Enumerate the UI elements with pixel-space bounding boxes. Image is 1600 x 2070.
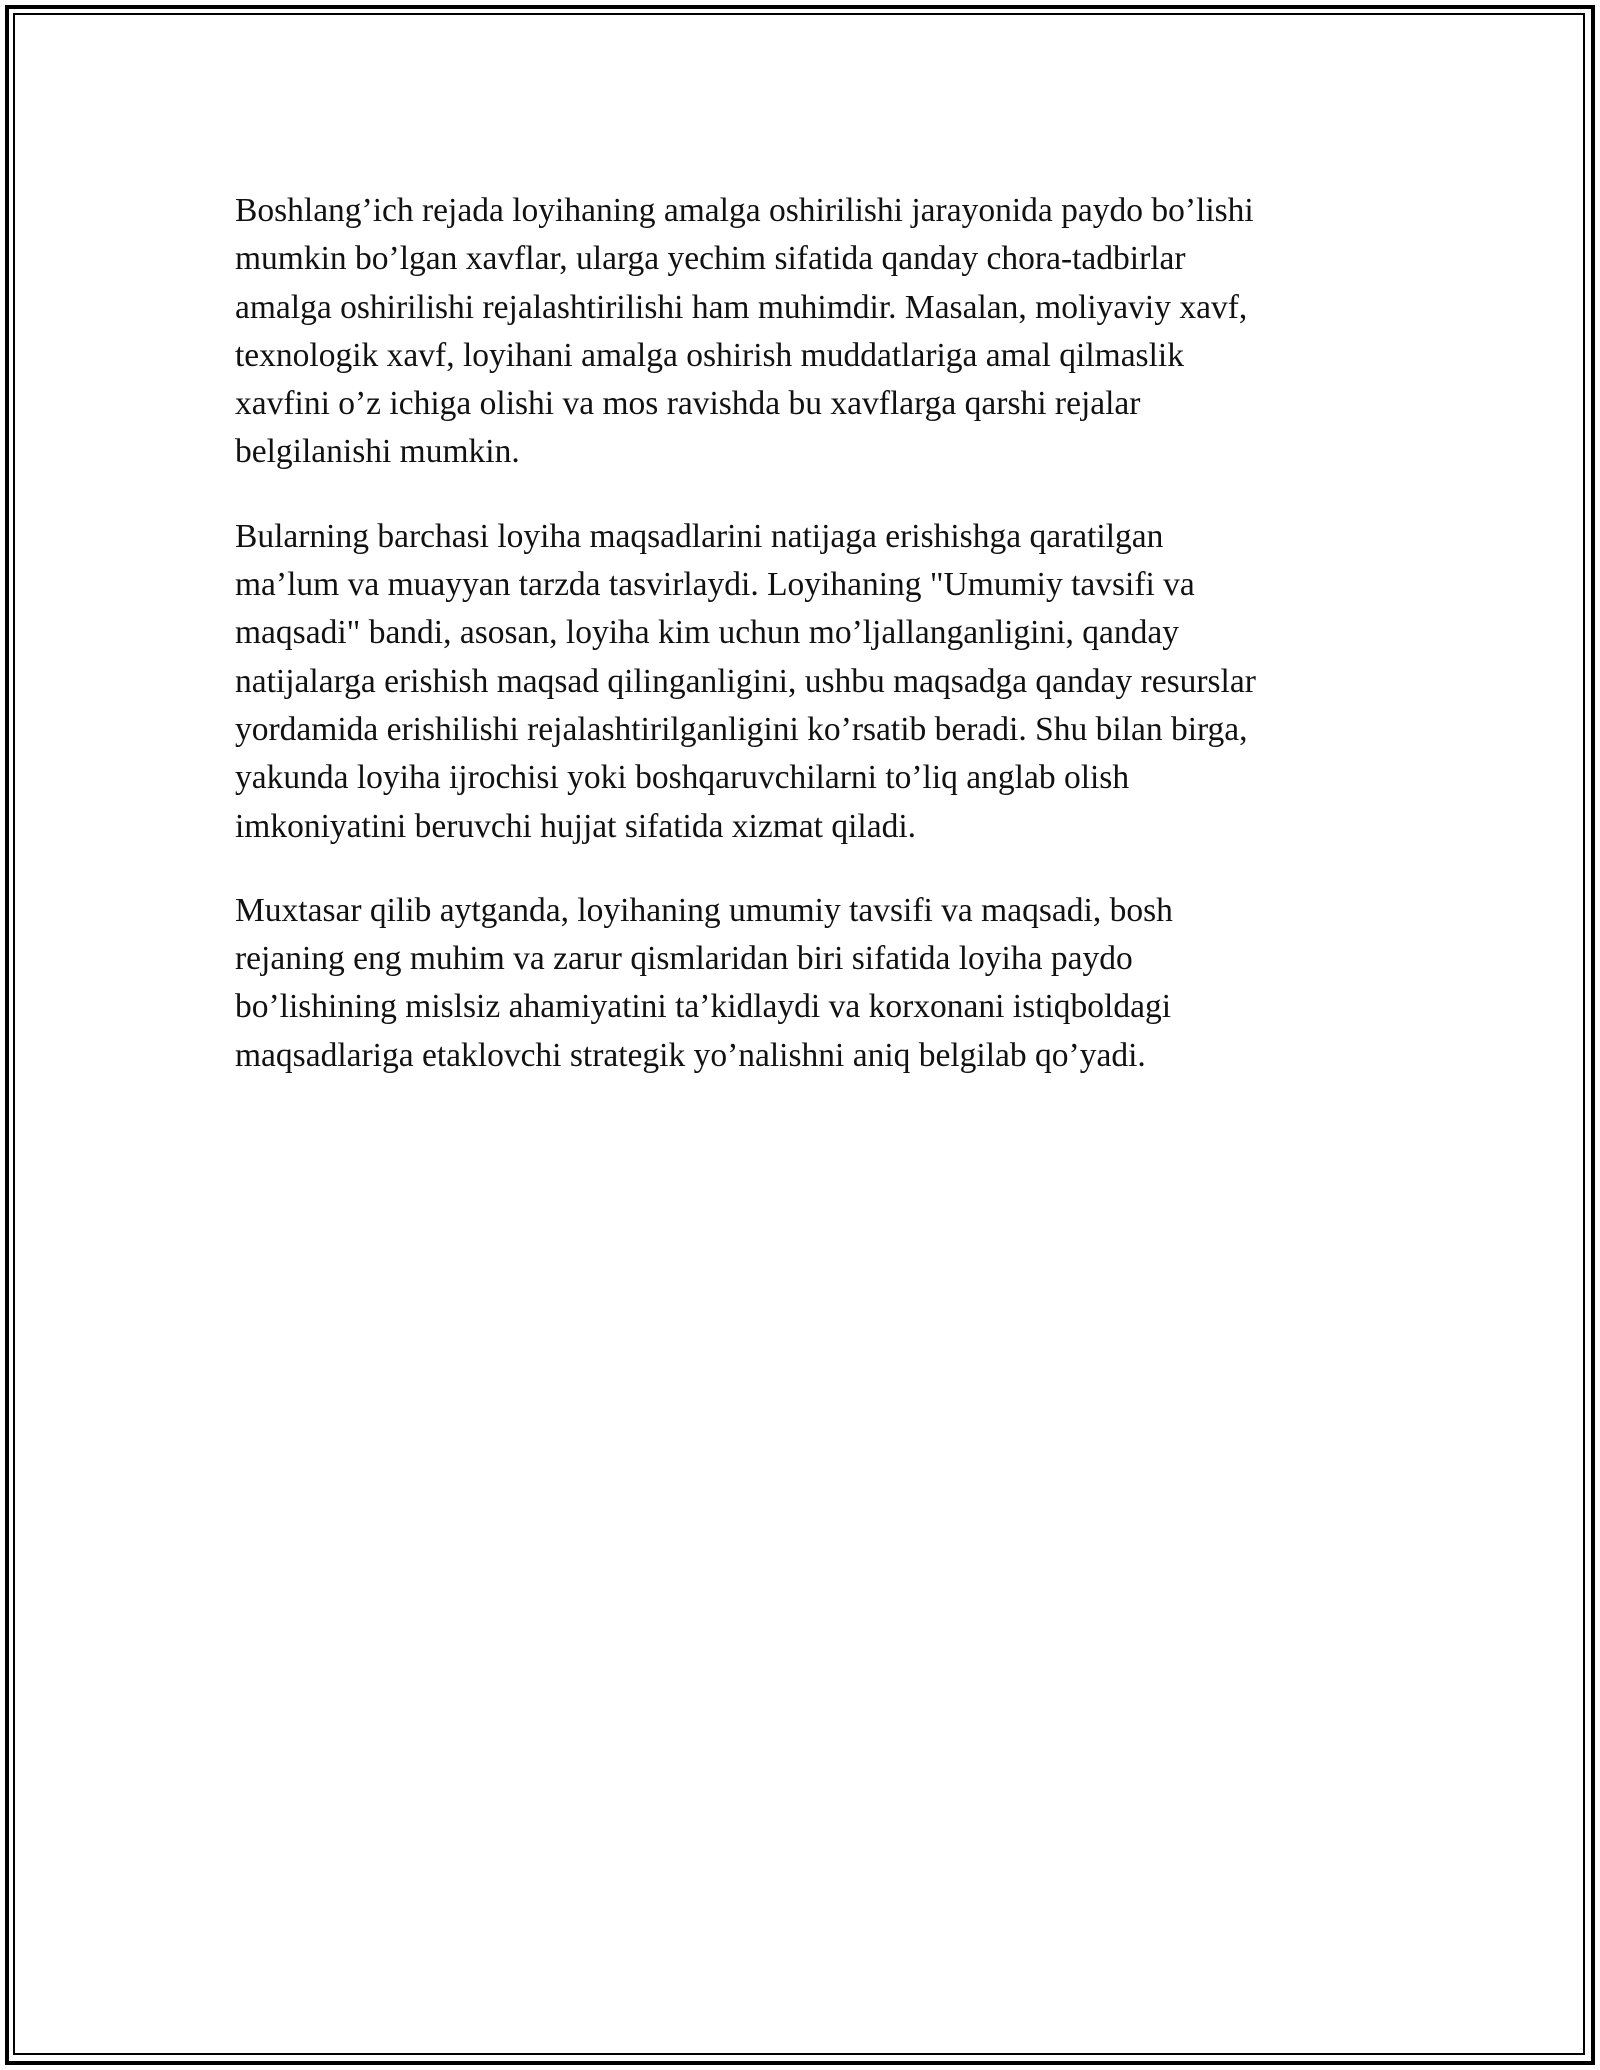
paragraph-3	[235, 887, 1365, 1080]
paragraph-2	[235, 513, 1365, 851]
paragraph-line: Boshlang’ich rejada loyihaning amalga oshirilishi jarayonida paydo bo’lishi	[235, 192, 1254, 229]
paragraph-line: Muxtasar qilib aytganda, loyihaning umumiy tavsifi va maqsadi, bosh	[235, 891, 1173, 929]
paragraph-line: maqsadi" bandi, asosan, loyiha kim uchun mo’ljallanganligini, qanday	[235, 614, 1180, 652]
paragraph-line: xavfini o’z ichiga olishi va mos ravishda bu xavflarga qarshi rejalar	[235, 385, 1141, 423]
paragraph-line: maqsadlariga etaklovchi strategik yo’nalishni aniq belgilab qo’yadi.	[235, 1036, 1146, 1074]
paragraph-line: Bularning barchasi loyiha maqsadlarini natijaga erishishga qaratilgan	[235, 517, 1164, 555]
paragraph-line: rejaning eng muhim va zarur qismlaridan biri sifatida loyiha paydo	[235, 940, 1133, 978]
paragraph-line: texnologik xavf, loyihani amalga oshirish muddatlariga amal qilmaslik	[235, 336, 1184, 374]
paragraph-line: bo’lishining mislsiz ahamiyatini ta’kidlaydi va korxonani istiqboldagi	[235, 988, 1172, 1026]
paragraph-line: yordamida erishilishi rejalashtirilganligini ko’rsatib beradi. Shu bilan birga,	[235, 710, 1248, 748]
paragraph-line: natijalarga erishish maqsad qilinganligini, ushbu maqsadga qanday resurslar	[235, 662, 1256, 700]
paragraph-line: mumkin bo’lgan xavflar, ularga yechim sifatida qanday chora-tadbirlar	[235, 240, 1186, 278]
paragraph-line: ma’lum va muayyan tarzda tasvirlaydi. Loyihaning "Umumiy tavsifi va	[235, 566, 1195, 604]
document-body	[235, 187, 1365, 1116]
paragraph-1	[235, 187, 1365, 477]
paragraph-line: amalga oshirilishi rejalashtirilishi ham muhimdir. Masalan, moliyaviy xavf,	[235, 288, 1248, 326]
paragraph-line: yakunda loyiha ijrochisi yoki boshqaruvchilarni to’liq anglab olish	[235, 759, 1130, 797]
paragraph-line: belgilanishi mumkin.	[235, 433, 520, 471]
paragraph-line: imkoniyatini beruvchi hujjat sifatida xizmat qiladi.	[235, 807, 917, 845]
